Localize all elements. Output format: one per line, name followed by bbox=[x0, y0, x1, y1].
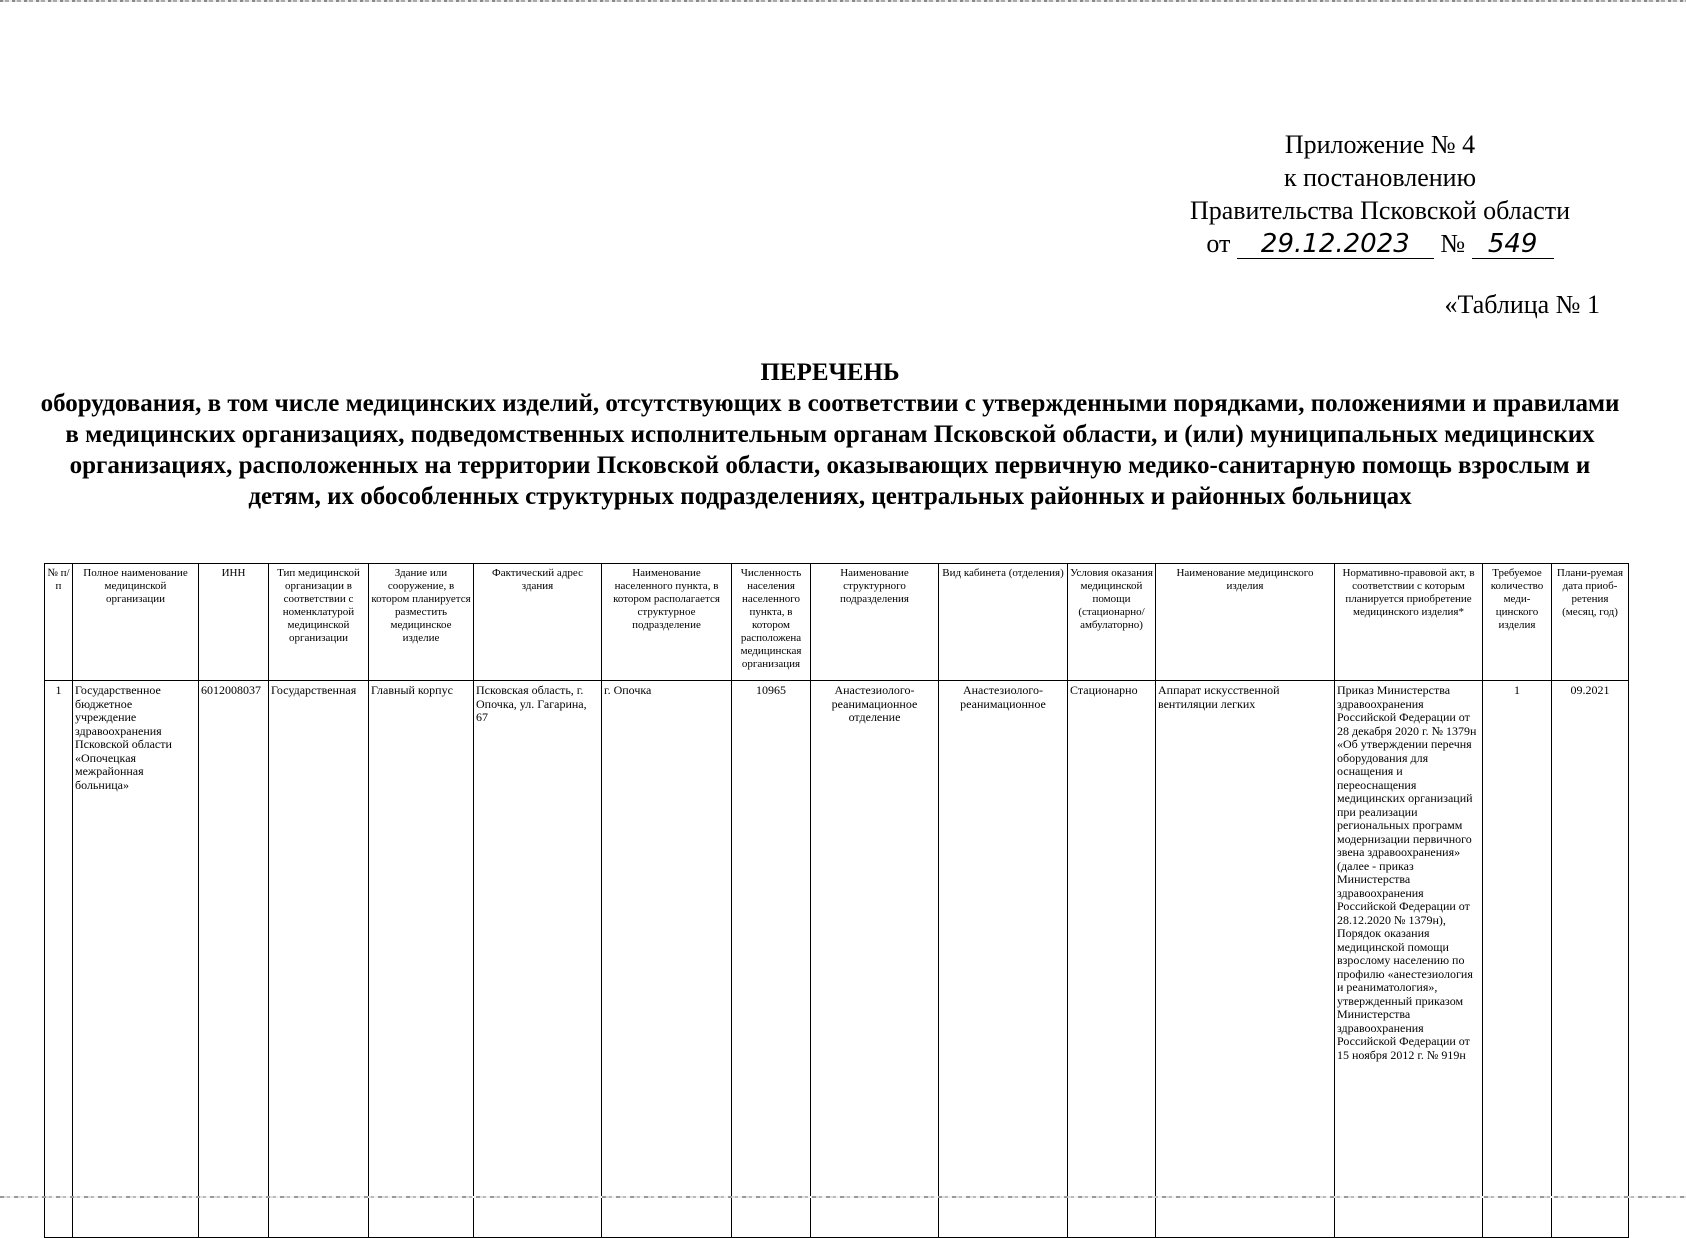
appendix-line-2: к постановлению bbox=[1283, 163, 1477, 192]
cell-settlement: г. Опочка bbox=[602, 681, 732, 1238]
document-heading bbox=[40, 357, 1620, 512]
scan-edge-top bbox=[0, 0, 1686, 2]
heading-title: ПЕРЕЧЕНЬ bbox=[760, 359, 900, 386]
table-header-row bbox=[45, 564, 1629, 681]
header-cell: ИНН bbox=[199, 564, 269, 681]
cell-number: 1 bbox=[45, 681, 73, 1238]
cell-legal-act: Приказ Министерства здравоохранения Российской Федерации от 28 декабря 2020 г. № 1379н «Об утверждении перечня оборудования для оснащения и переоснащения медицинских организаций при реализации региональных программ модернизации первичного звена здравоохранения» (далее - приказ Министерства здравоохранения Российской Федерации от 28.12.2020 № 1379н), Порядок оказания медицинской помощи взрослому населению по профилю «анестезиология и реаниматология», утвержденный приказом Министерства здравоохранения Российской Федерации от 15 ноября 2012 г. № 919н bbox=[1335, 681, 1483, 1238]
cell-conditions: Стационарно bbox=[1068, 681, 1156, 1238]
header-cell: Полное наименование медицинской организации bbox=[73, 564, 199, 681]
cell-address: Псковская область, г. Опочка, ул. Гагарина, 67 bbox=[474, 681, 602, 1238]
cell-inn: 6012008037 bbox=[199, 681, 269, 1238]
header-cell: Фактический адрес здания bbox=[474, 564, 602, 681]
cell-device: Аппарат искусственной вентиляции легких bbox=[1156, 681, 1335, 1238]
header-cell: Здание или сооружение, в котором планируется разместить медицинское изделие bbox=[369, 564, 474, 681]
heading-subtitle: оборудования, в том числе медицинских изделий, отсутствующих в соответствии с утвержденными порядками, положениями и правилами в медицинских организациях, подведомственных исполнительным органам Псковской области, и (или) муниципальных медицинских организациях, расположенных на территории Псковской области, оказывающих первичную медико-санитарную помощь взрослым и детям, их обособленных структурных подразделениях, центральных районных и районных больницах bbox=[40, 390, 1620, 510]
header-cell: Численность населения населенного пункта, в котором расположена медицинская организация bbox=[732, 564, 811, 681]
header-cell: № п/п bbox=[45, 564, 73, 681]
table-number-label: «Таблица № 1 bbox=[1444, 290, 1600, 319]
handwritten-number: 549 bbox=[1472, 230, 1554, 259]
cell-quantity: 1 bbox=[1483, 681, 1552, 1238]
appendix-date-line bbox=[1160, 227, 1600, 260]
header-cell: Наименование структурного подразделения bbox=[811, 564, 939, 681]
table-row bbox=[45, 681, 1629, 1238]
handwritten-date: 29.12.2023 bbox=[1237, 230, 1434, 259]
header-cell: Плани-руемая дата приоб-ретения (месяц, год) bbox=[1552, 564, 1629, 681]
cell-org-type: Государственная bbox=[269, 681, 369, 1238]
from-label: от bbox=[1206, 229, 1231, 258]
header-cell: Нормативно-правовой акт, в соответствии с которым планируется приобретение медицинского изделия* bbox=[1335, 564, 1483, 681]
cell-organization: Государственное бюджетное учреждение здравоохранения Псковской области «Опочецкая межрайонная больница» bbox=[73, 681, 199, 1238]
appendix-line-3: Правительства Псковской области bbox=[1189, 196, 1571, 225]
equipment-table bbox=[44, 563, 1629, 1238]
cell-building: Главный корпус bbox=[369, 681, 474, 1238]
cell-population: 10965 bbox=[732, 681, 811, 1238]
number-label: № bbox=[1440, 229, 1466, 258]
header-cell: Вид кабинета (отделения) bbox=[939, 564, 1068, 681]
cell-subdivision: Анастезиолого-реанимационное отделение bbox=[811, 681, 939, 1238]
scan-edge-bottom bbox=[0, 1196, 1686, 1198]
header-cell: Требуемое количество меди-цинского изделия bbox=[1483, 564, 1552, 681]
header-cell: Наименование медицинского изделия bbox=[1156, 564, 1335, 681]
header-cell: Условия оказания медицинской помощи (стационарно/ амбулаторно) bbox=[1068, 564, 1156, 681]
cell-date: 09.2021 bbox=[1552, 681, 1629, 1238]
cell-room-type: Анастезиолого-реанимационное bbox=[939, 681, 1068, 1238]
header-cell: Тип медицинской организации в соответствии с номенклатурой медицинской организации bbox=[269, 564, 369, 681]
appendix-line-1: Приложение № 4 bbox=[1284, 130, 1476, 159]
appendix-block bbox=[1160, 128, 1600, 260]
header-cell: Наименование населенного пункта, в котором располагается структурное подразделение bbox=[602, 564, 732, 681]
